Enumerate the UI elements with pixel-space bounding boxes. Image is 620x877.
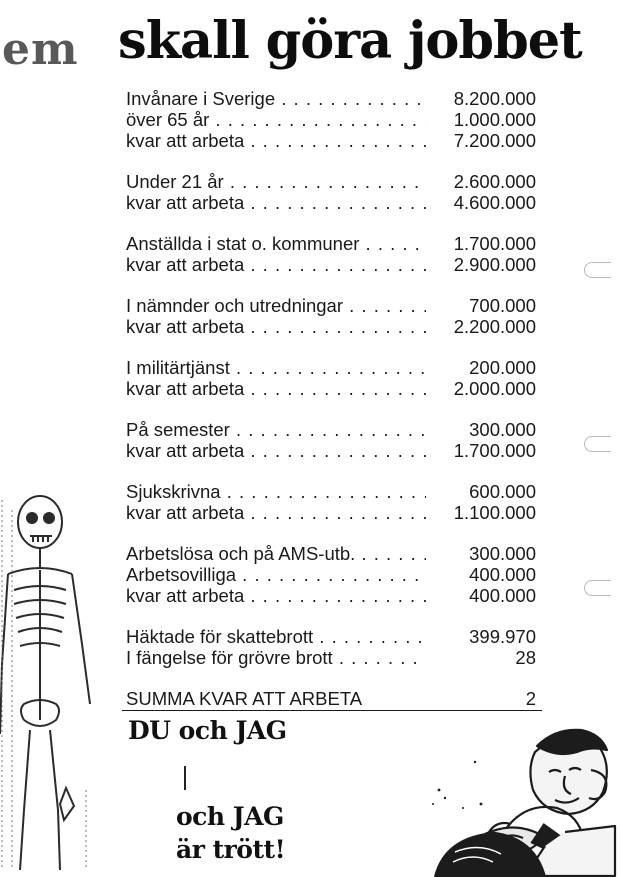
stat-label: kvar att arbeta . . . bbox=[126, 130, 426, 151]
stat-row bbox=[122, 585, 542, 606]
stat-label: kvar att arbeta . . . bbox=[126, 254, 426, 275]
stat-value: 400.000 bbox=[469, 585, 536, 606]
stat-value: 200.000 bbox=[469, 357, 536, 378]
binder-hole bbox=[584, 436, 611, 452]
slogan-line-1: DU och JAG bbox=[128, 716, 287, 745]
headline-main: skall göra jobbet bbox=[118, 11, 582, 71]
stat-value: 300.000 bbox=[469, 419, 536, 440]
stat-label: På semester . . . bbox=[126, 419, 426, 440]
stat-value: 1.000.000 bbox=[453, 109, 536, 130]
headline-partial: em bbox=[2, 24, 79, 72]
slogan-line-2: och JAG bbox=[176, 802, 284, 831]
stat-value: 300.000 bbox=[469, 543, 536, 564]
stat-value: 400.000 bbox=[469, 564, 536, 585]
stat-value: 1.700.000 bbox=[453, 440, 536, 461]
stat-label: I militärtjänst . . . bbox=[126, 357, 426, 378]
stat-label: Arbetsovilliga . . . bbox=[126, 564, 426, 585]
stat-value: 7.200.000 bbox=[453, 130, 536, 151]
stat-label: Häktade för skattebrott . . . bbox=[126, 626, 426, 647]
stat-label: Sjukskrivna . . . bbox=[126, 481, 426, 502]
stat-value: 399.970 bbox=[469, 626, 536, 647]
stat-value: 2.200.000 bbox=[453, 316, 536, 337]
stat-row bbox=[122, 130, 542, 151]
stat-label: kvar att arbeta . . . bbox=[126, 192, 426, 213]
statistics-list bbox=[122, 88, 542, 711]
slogan-bar bbox=[184, 766, 186, 790]
stat-row bbox=[122, 543, 542, 564]
stat-row bbox=[122, 419, 542, 440]
tired-man-illustration bbox=[415, 712, 620, 877]
slogan-line-3: är trött! bbox=[176, 835, 286, 864]
summa-row bbox=[122, 688, 542, 711]
stat-row bbox=[122, 109, 542, 130]
stat-group bbox=[122, 419, 542, 461]
stat-label: kvar att arbeta . . . bbox=[126, 585, 426, 606]
stat-label: kvar att arbeta . . . bbox=[126, 316, 426, 337]
stat-value: 28 bbox=[515, 647, 536, 668]
binder-hole bbox=[584, 580, 611, 596]
stat-row bbox=[122, 647, 542, 668]
stat-group bbox=[122, 543, 542, 606]
stat-row bbox=[122, 564, 542, 585]
stat-group bbox=[122, 626, 542, 668]
stat-row bbox=[122, 88, 542, 109]
stat-label: kvar att arbeta . . . bbox=[126, 378, 426, 399]
stat-row bbox=[122, 171, 542, 192]
stat-label: I fängelse för grövre brott . . . bbox=[126, 647, 426, 668]
stat-row bbox=[122, 481, 542, 502]
stat-group bbox=[122, 295, 542, 337]
stat-label: Arbetslösa och på AMS-utb. . . . bbox=[126, 543, 426, 564]
stat-group bbox=[122, 357, 542, 399]
stat-label: Invånare i Sverige . . . bbox=[126, 88, 426, 109]
stat-value: 2.000.000 bbox=[453, 378, 536, 399]
stat-group bbox=[122, 88, 542, 151]
summa-value: 2 bbox=[525, 688, 536, 709]
stat-value: 1.100.000 bbox=[453, 502, 536, 523]
stat-value: 8.200.000 bbox=[453, 88, 536, 109]
stat-value: 4.600.000 bbox=[453, 192, 536, 213]
stat-row bbox=[122, 502, 542, 523]
stat-label: Under 21 år . . . bbox=[126, 171, 426, 192]
summa-label: SUMMA KVAR ATT ARBETA bbox=[126, 688, 363, 709]
stat-value: 2.900.000 bbox=[453, 254, 536, 275]
stat-row bbox=[122, 626, 542, 647]
stat-group bbox=[122, 171, 542, 213]
slogan-block bbox=[176, 800, 285, 866]
stat-row bbox=[122, 254, 542, 275]
binder-hole bbox=[584, 262, 611, 278]
stat-label: kvar att arbeta . . . bbox=[126, 440, 426, 461]
stat-row bbox=[122, 192, 542, 213]
headline bbox=[0, 10, 620, 72]
stat-label: kvar att arbeta . . . bbox=[126, 502, 426, 523]
stat-value: 600.000 bbox=[469, 481, 536, 502]
stat-row bbox=[122, 378, 542, 399]
stat-value: 700.000 bbox=[469, 295, 536, 316]
stat-row bbox=[122, 316, 542, 337]
stat-row bbox=[122, 233, 542, 254]
stat-label: I nämnder och utredningar . . . bbox=[126, 295, 426, 316]
stat-label: över 65 år . . . bbox=[126, 109, 426, 130]
stat-row bbox=[122, 357, 542, 378]
stat-value: 2.600.000 bbox=[453, 171, 536, 192]
stat-group bbox=[122, 481, 542, 523]
stat-group bbox=[122, 233, 542, 275]
stat-row bbox=[122, 440, 542, 461]
stat-row bbox=[122, 295, 542, 316]
stat-value: 1.700.000 bbox=[453, 233, 536, 254]
skeleton-illustration bbox=[0, 490, 100, 877]
stat-label: Anställda i stat o. kommuner . . . bbox=[126, 233, 426, 254]
